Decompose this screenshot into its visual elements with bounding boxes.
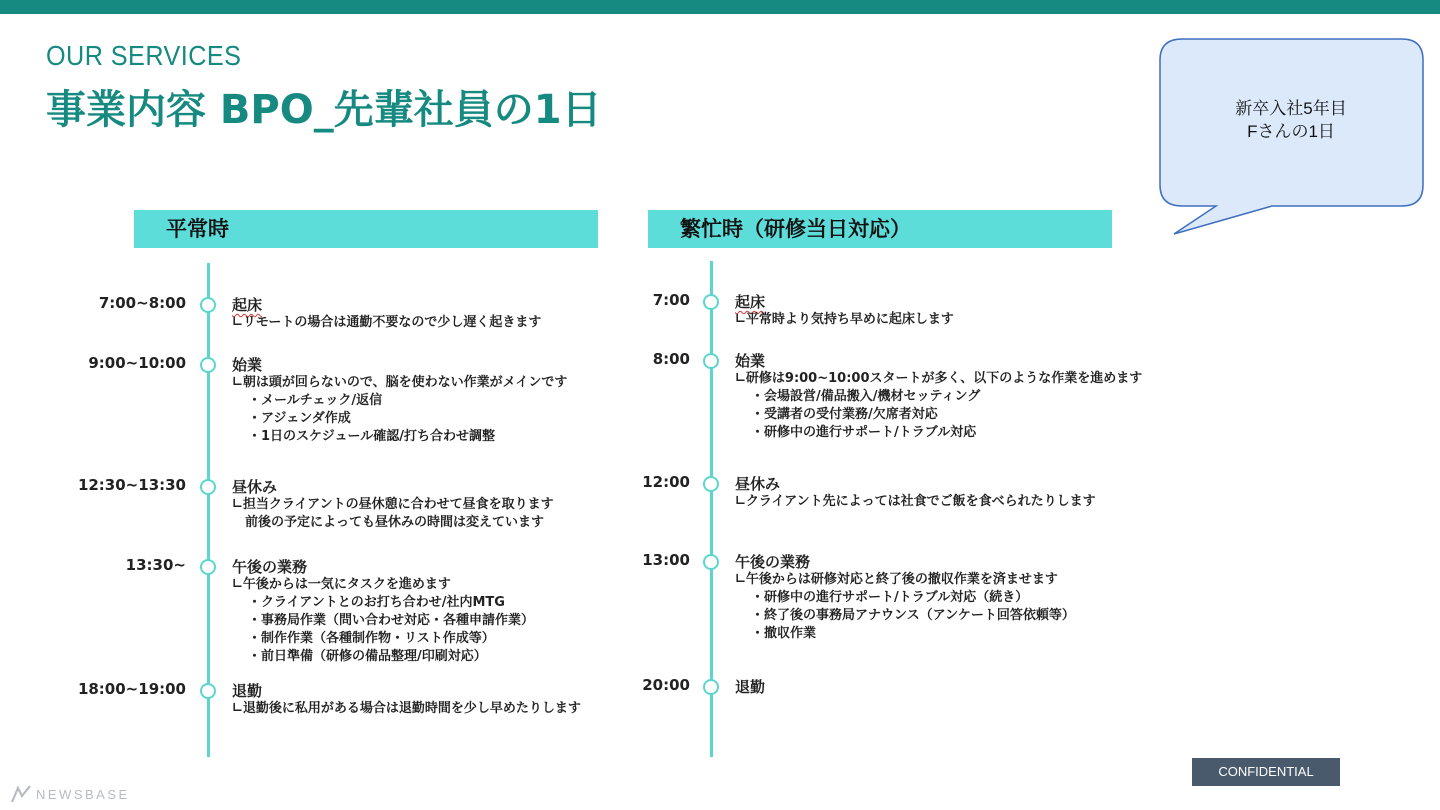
event-title-text: 起床 (735, 293, 766, 311)
event-title (735, 551, 810, 572)
event-title-text: 退勤 (735, 678, 766, 696)
bubble-line-2: Fさんの1日 (1247, 122, 1335, 141)
event-title (232, 680, 262, 701)
event-description-line: ∟午後からは一気にタスクを進めます (232, 577, 451, 592)
event-description (735, 311, 954, 329)
page-title: 事業内容 BPO_先輩社員の1日 (46, 87, 602, 133)
event-title-text: 始業 (232, 356, 263, 374)
event-task-item: ・会場設営/備品搬入/機材セッティング (751, 389, 981, 404)
event-description (735, 493, 1096, 511)
event-description-line: ∟担当クライアントの昼休憩に合わせて昼食を取ります (232, 497, 554, 512)
section-subtitle: OUR SERVICES (46, 40, 242, 71)
event-description (735, 571, 1075, 643)
event-time: 8:00 (652, 350, 690, 368)
event-description (232, 496, 554, 532)
timeline-node (703, 353, 719, 369)
timeline-node (200, 559, 216, 575)
event-time: 13:00 (642, 551, 690, 569)
section-header-busy: 繁忙時（研修当日対応） (648, 210, 1112, 248)
event-title (232, 556, 307, 577)
timeline-node (200, 357, 216, 373)
event-description-line: ∟午後からは研修対応と終了後の撤収作業を済ませます (735, 572, 1058, 587)
event-time: 7:00~8:00 (98, 294, 186, 312)
timeline-node (200, 479, 216, 495)
event-task-item: ・メールチェック/返信 (248, 393, 383, 408)
newsbase-logo-icon (10, 784, 32, 804)
event-description (232, 374, 567, 446)
event-title-text: 昼休み (232, 478, 278, 496)
event-description-line: ∟平常時より気持ち早めに起床します (735, 312, 954, 327)
event-title-text: 始業 (735, 352, 766, 370)
timeline-node (703, 294, 719, 310)
event-task-item: ・受講者の受付業務/欠席者対応 (751, 407, 938, 422)
confidential-label: CONFIDENTIAL (1192, 758, 1340, 786)
timeline-node (703, 679, 719, 695)
event-task-item: ・研修中の進行サポート/トラブル対応（続き） (751, 590, 1029, 605)
event-description (232, 314, 541, 332)
timeline-node (703, 554, 719, 570)
event-description-line: ∟リモートの場合は通勤不要なので少し遅く起きます (232, 315, 542, 330)
event-time: 13:30~ (125, 556, 186, 574)
event-description-line: ∟研修は9:00~10:00スタートが多く、以下のような作業を進めます (735, 371, 1143, 386)
event-description-line: ∟クライアント先によっては社食でご飯を食べられたりします (735, 494, 1096, 509)
event-time: 20:00 (642, 676, 690, 694)
event-title (735, 291, 765, 312)
bubble-line-1: 新卒入社5年目 (1235, 99, 1347, 118)
event-title (232, 476, 277, 497)
event-title-text: 午後の業務 (232, 558, 308, 576)
event-task-item: ・研修中の進行サポート/トラブル対応 (751, 425, 977, 440)
event-title-text: 起床 (232, 296, 263, 314)
event-title (232, 354, 262, 375)
event-task-item: ・アジェンダ作成 (248, 411, 351, 426)
timeline-node (200, 683, 216, 699)
timeline-node (200, 297, 216, 313)
event-title-text: 午後の業務 (735, 553, 811, 571)
bubble-text (1160, 97, 1422, 143)
event-description (232, 576, 534, 666)
event-time: 18:00~19:00 (77, 680, 186, 698)
event-title (735, 676, 765, 697)
event-task-item: ・制作作業（各種制作物・リスト作成等） (248, 631, 495, 646)
event-description-line: ∟退勤後に私用がある場合は退勤時間を少し早めたりします (232, 701, 581, 716)
event-description-line: ∟朝は頭が回らないので、脳を使わない作業がメインです (232, 375, 568, 390)
event-task-item: ・事務局作業（問い合わせ対応・各種申請作業） (248, 613, 535, 628)
event-title (735, 350, 765, 371)
event-time: 9:00~10:00 (88, 354, 186, 372)
event-task-item: ・クライアントとのお打ち合わせ/社内MTG (248, 595, 505, 610)
event-task-item: ・撤収作業 (751, 626, 817, 641)
event-time: 12:30~13:30 (77, 476, 186, 494)
event-title (232, 294, 262, 315)
event-task-item: ・前日準備（研修の備品整理/印刷対応） (248, 649, 487, 664)
event-description (232, 700, 581, 718)
timeline-node (703, 476, 719, 492)
event-description (735, 370, 1142, 442)
event-description-line: 前後の予定によっても昼休みの時間は変えています (232, 515, 545, 530)
top-accent-bar (0, 0, 1440, 14)
event-title-text: 退勤 (232, 682, 263, 700)
event-task-item: ・1日のスケジュール確認/打ち合わせ調整 (248, 429, 496, 444)
section-header-normal: 平常時 (134, 210, 598, 248)
event-time: 12:00 (642, 473, 690, 491)
event-title-text: 昼休み (735, 475, 781, 493)
event-time: 7:00 (652, 291, 690, 309)
newsbase-logo (10, 784, 130, 804)
event-task-item: ・終了後の事務局アナウンス（アンケート回答依頼等） (751, 608, 1075, 623)
logo-text: NEWSBASE (36, 786, 130, 802)
event-title (735, 473, 780, 494)
